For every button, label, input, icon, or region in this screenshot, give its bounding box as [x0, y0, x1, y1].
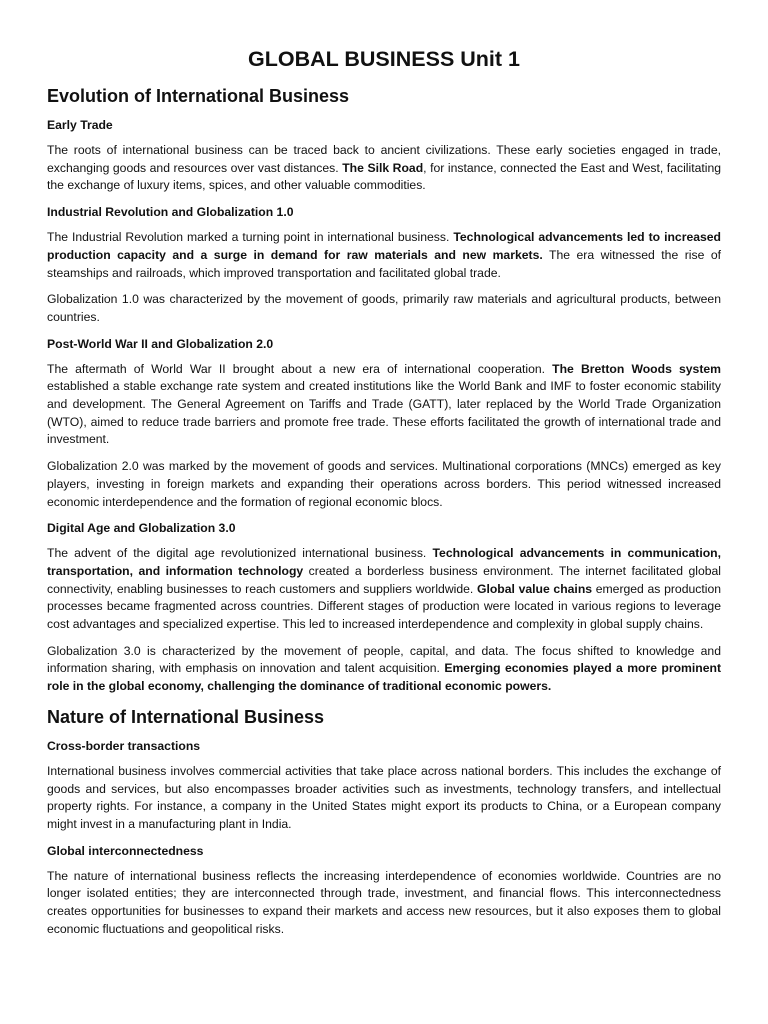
- text-run: The Industrial Revolution marked a turning point in international business.: [47, 230, 454, 245]
- text-run: emerged as production processes became fragmented across countries. Different stages of production were located in various regions to leverage cost advantages and specialized expertise. This led to increased interdependence and complexity in global supply chains.: [47, 581, 722, 632]
- text-run: The advent of the digital age revolutionized international business.: [47, 546, 433, 561]
- subsection-heading: Cross-border transactions: [47, 738, 201, 753]
- text-run-bold: Technological advancements in communication, transportation, and information technology: [47, 546, 721, 578]
- text-run: Globalization 1.0 was characterized by the movement of goods, primarily raw materials and agricultural products, between countries.: [47, 292, 721, 324]
- subsection-heading: Industrial Revolution and Globalization 1.0: [47, 205, 294, 220]
- subsection-heading: Digital Age and Globalization 3.0: [47, 521, 236, 536]
- paragraph: [47, 142, 721, 195]
- subsection-heading: Post-World War II and Globalization 2.0: [47, 336, 274, 351]
- paragraph: [47, 868, 721, 939]
- paragraph: [47, 763, 721, 834]
- text-run-bold: Global value chains: [476, 581, 593, 596]
- text-run: The roots of international business can be traced back to ancient civilizations. These early societies engaged in trade, exchanging goods and resources over vast distances.: [47, 143, 721, 175]
- text-run: International business involves commercial activities that take place across national borders. This includes the exchange of goods and services, but also encompasses broader activities such as investments, technology transfers, and intellectual property rights. For instance, a company in the United States might export its products to China, or a European company might invest in a manufacturing plant in India.: [47, 763, 721, 831]
- text-run: established a stable exchange rate system and created institutions like the World Bank and IMF to foster economic stability and development. The General Agreement on Tariffs and Trade (GATT), later replaced by the World Trade Organization (WTO), aimed to reduce trade barriers and promote free trade. These efforts facilitated the growth of international trade and investment.: [47, 379, 721, 447]
- text-run: , for instance, connected the East and West, facilitating the exchange of luxury items, spices, and other valuable commodities.: [47, 160, 722, 193]
- text-run-bold: Emerging economies played a more prominent role in the global economy, challenging the dominance of traditional economic powers.: [47, 661, 721, 694]
- text-run-bold: The Silk Road: [342, 160, 424, 175]
- section-heading: Evolution of International Business: [47, 86, 350, 106]
- text-run: Globalization 2.0 was marked by the movement of goods and services. Multinational corporations (MNCs) emerged as key players, investing in foreign markets and expanding their operations across borders. This period witnessed increased economic interdependence and the formation of regional economic blocs.: [47, 459, 721, 509]
- text-run-bold: Technological advancements led to increased production capacity and a surge in demand for raw materials and new markets.: [47, 230, 721, 262]
- text-run: The aftermath of World War II brought about a new era of international cooperation.: [47, 361, 553, 376]
- paragraph: [47, 361, 721, 450]
- text-run: The nature of international business reflects the increasing interdependence of economies worldwide. Countries are no longer isolated entities; they are interconnected through trade, investment, and financial flows. This interconnectedness creates opportunities for businesses to expand their markets and access new resources, but it also exposes them to global economic fluctuations and geopolitical risks.: [47, 868, 721, 936]
- text-run: created a borderless business environment. The internet facilitated global connectivity, enabling businesses to reach customers and suppliers worldwide.: [47, 563, 722, 596]
- paragraph: [47, 643, 721, 696]
- document-title: GLOBAL BUSINESS Unit 1: [248, 47, 520, 71]
- subsection-heading: Early Trade: [47, 118, 113, 132]
- section-heading: Nature of International Business: [47, 706, 325, 727]
- paragraph: [47, 545, 721, 634]
- paragraph: [47, 229, 721, 282]
- text-run: Globalization 3.0 is characterized by the movement of people, capital, and data. The focus shifted to knowledge and information sharing, with emphasis on innovation and talent acquisition.: [47, 643, 721, 676]
- text-run-bold: The Bretton Woods system: [552, 361, 722, 376]
- subsection-heading: Global interconnectedness: [47, 843, 204, 858]
- text-run: The era witnessed the rise of steamships and railroads, which improved transportation and facilitated global trade.: [47, 247, 721, 280]
- paragraph: [47, 291, 721, 326]
- paragraph: [47, 458, 721, 511]
